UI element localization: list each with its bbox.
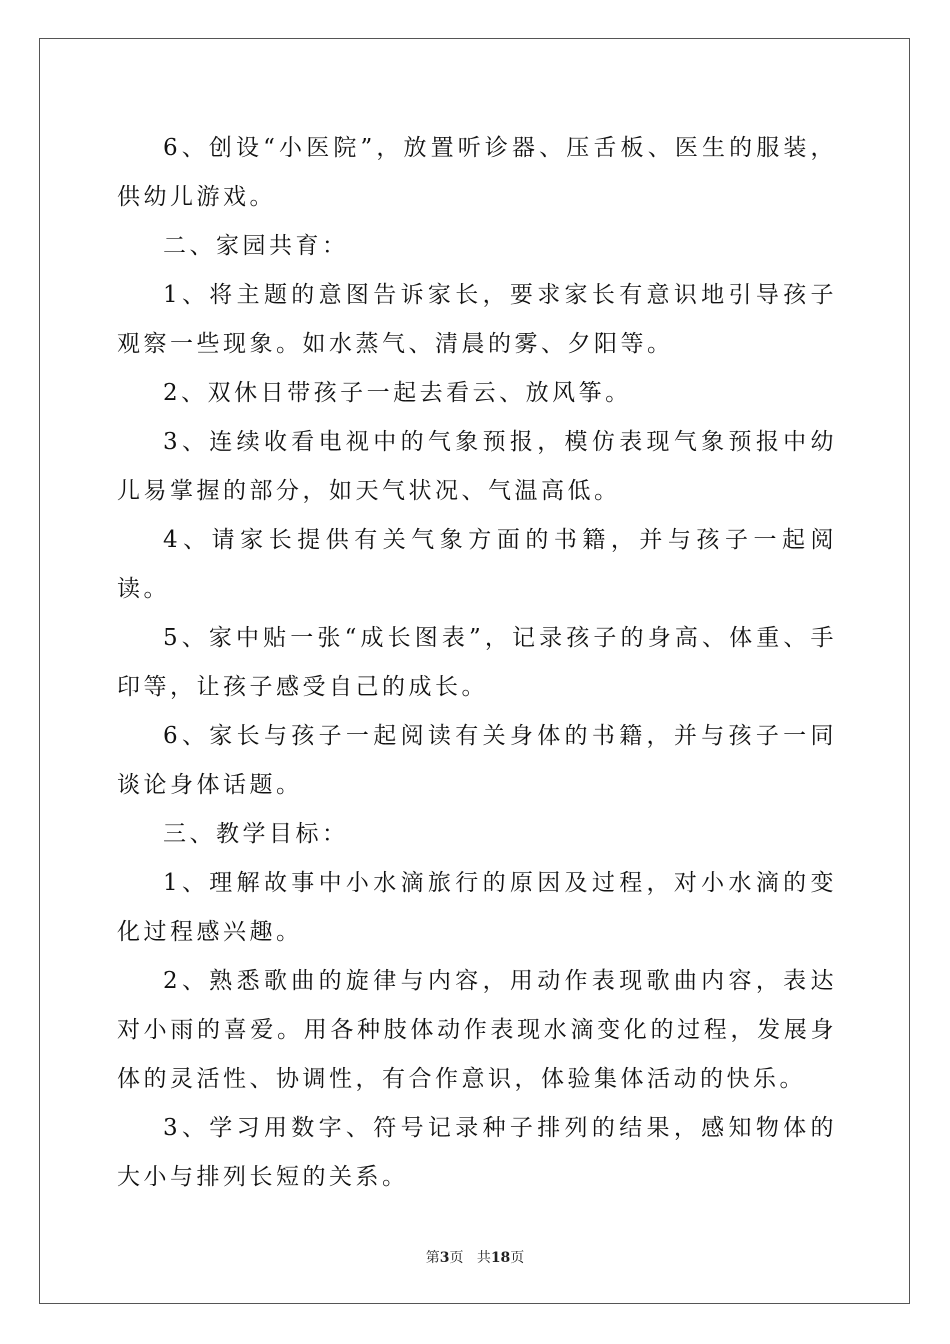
total-prefix: 共 (476, 1250, 491, 1266)
section-heading: 三、教学目标： (163, 821, 349, 847)
total-suffix: 页 (510, 1250, 525, 1266)
paragraph: 1、将主题的意图告诉家长，要求家长有意识地引导孩子观察一些现象。如水蒸气、清晨的雾、夕阳等。 (117, 282, 837, 357)
paragraph: 3、学习用数字、符号记录种子排列的结果，感知物体的大小与排列长短的关系。 (117, 1115, 837, 1190)
paragraph: 3、连续收看电视中的气象预报，模仿表现气象预报中幼儿易掌握的部分，如天气状况、气温高低。 (117, 429, 837, 504)
paragraph: 4、请家长提供有关气象方面的书籍，并与孩子一起阅读。 (117, 527, 837, 602)
paragraph: 2、双休日带孩子一起去看云、放风筝。 (163, 380, 632, 406)
section-heading: 二、家园共育： (163, 233, 349, 259)
total-page-count: 18 (490, 1250, 511, 1266)
page-prefix: 第 (425, 1250, 440, 1266)
document-body (117, 124, 837, 1202)
paragraph: 5、家中贴一张“成长图表”，记录孩子的身高、体重、手印等，让孩子感受自己的成长。 (117, 625, 837, 700)
paragraph: 6、家长与孩子一起阅读有关身体的书籍，并与孩子一同谈论身体话题。 (117, 723, 837, 798)
current-page-number: 3 (439, 1250, 450, 1266)
paragraph: 6、创设“小医院”，放置听诊器、压舌板、医生的服装，供幼儿游戏。 (117, 135, 837, 210)
page-suffix: 页 (449, 1250, 464, 1266)
page-number-footer (0, 1247, 950, 1267)
paragraph: 1、理解故事中小水滴旅行的原因及过程，对小水滴的变化过程感兴趣。 (117, 870, 837, 945)
paragraph: 2、熟悉歌曲的旋律与内容，用动作表现歌曲内容，表达对小雨的喜爱。用各种肢体动作表现水滴变化的过程，发展身体的灵活性、协调性，有合作意识，体验集体活动的快乐。 (117, 968, 837, 1092)
